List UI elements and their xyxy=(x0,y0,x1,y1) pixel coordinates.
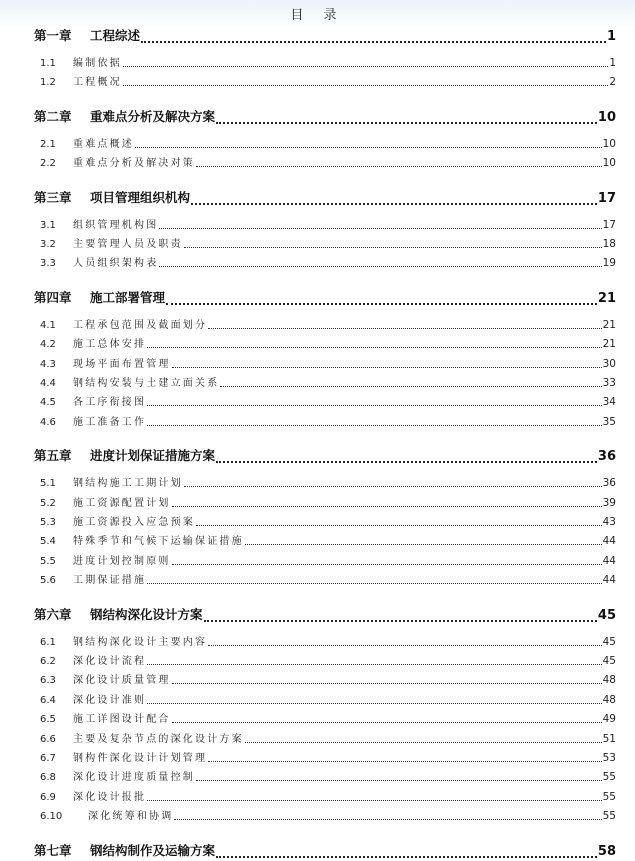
section-title: 深化设计质量管理 xyxy=(73,675,171,687)
page-number: 45 xyxy=(597,607,616,623)
section-title: 钢构件深化设计计划管理 xyxy=(73,753,208,764)
page-number: 18 xyxy=(602,238,616,250)
dot-leader xyxy=(147,347,601,348)
section-title: 现场平面布置管理 xyxy=(73,358,171,370)
toc-chapter-entry[interactable] xyxy=(34,841,616,861)
dot-leader xyxy=(172,367,602,368)
page-number: 39 xyxy=(602,496,616,509)
chapter-title: 钢结构深化设计方案 xyxy=(90,606,203,622)
dot-leader xyxy=(208,328,601,329)
section-title: 工程概况 xyxy=(73,77,122,89)
page-number: 34 xyxy=(602,396,616,409)
page-number: 30 xyxy=(602,357,616,370)
dot-leader xyxy=(216,856,597,858)
section-number: 5.4 xyxy=(40,536,56,548)
page-number: 17 xyxy=(602,218,616,231)
dot-leader xyxy=(208,645,601,646)
section-number: 4.4 xyxy=(40,378,56,389)
toc-section-entry[interactable] xyxy=(40,393,616,409)
chapter-title: 钢结构制作及运输方案 xyxy=(90,842,216,858)
section-number: 6.9 xyxy=(40,791,56,803)
toc-section-entry[interactable] xyxy=(40,54,616,70)
toc-section-entry[interactable] xyxy=(40,730,616,746)
page-number: 55 xyxy=(602,790,616,803)
page-number: 44 xyxy=(602,554,616,567)
dot-leader xyxy=(220,386,601,387)
toc-section-entry[interactable] xyxy=(40,154,616,170)
section-title: 钢结构施工工期计划 xyxy=(73,478,183,490)
section-title: 特殊季节和气候下运输保证措施 xyxy=(73,536,244,548)
section-number: 3.2 xyxy=(40,239,56,250)
page-number: 36 xyxy=(597,449,616,465)
dot-leader xyxy=(123,85,609,86)
section-number: 4.5 xyxy=(40,397,56,409)
toc-section-entry[interactable] xyxy=(40,355,616,371)
page-number: 10 xyxy=(602,137,616,150)
section-title: 施工总体安排 xyxy=(73,339,147,351)
section-number: 6.3 xyxy=(40,675,56,687)
toc-section-entry[interactable] xyxy=(40,552,616,568)
toc-section-entry[interactable] xyxy=(40,316,616,332)
section-number: 4.6 xyxy=(40,416,56,428)
dot-leader xyxy=(172,722,602,723)
page-number: 1 xyxy=(609,57,616,69)
dot-leader xyxy=(204,620,597,622)
section-number: 5.3 xyxy=(40,517,56,528)
dot-leader xyxy=(166,303,597,305)
dot-leader xyxy=(123,66,609,67)
toc-section-entry[interactable] xyxy=(40,474,616,490)
toc-section-entry[interactable] xyxy=(40,513,616,529)
chapter-title: 施工部署管理 xyxy=(90,289,166,305)
chapter-title: 进度计划保证措施方案 xyxy=(90,448,216,464)
toc-section-entry[interactable] xyxy=(40,374,616,390)
section-title: 施工资源投入应急预案 xyxy=(73,517,195,528)
page-number: 36 xyxy=(602,477,616,490)
page-number: 17 xyxy=(597,190,616,206)
section-number: 3.1 xyxy=(40,219,56,231)
toc-section-entry[interactable] xyxy=(40,413,616,429)
page-number: 55 xyxy=(602,771,616,784)
chapter-number: 第四章 xyxy=(34,289,72,305)
toc-chapter-entry[interactable] xyxy=(34,446,616,466)
toc-section-entry[interactable] xyxy=(40,254,616,270)
toc-section-entry[interactable] xyxy=(40,73,616,89)
section-number: 5.6 xyxy=(40,575,56,587)
chapter-title: 项目管理组织机构 xyxy=(90,189,191,205)
section-number: 1.2 xyxy=(40,77,56,89)
toc-chapter-entry[interactable] xyxy=(34,288,616,308)
page-number: 48 xyxy=(602,674,616,687)
section-title: 重难点概述 xyxy=(73,138,134,150)
toc-section-entry[interactable] xyxy=(40,135,616,151)
section-title: 重难点分析及解决对策 xyxy=(73,158,195,170)
section-title: 施工详图设计配合 xyxy=(73,714,171,726)
dot-leader xyxy=(147,583,601,584)
section-title: 深化设计准则 xyxy=(73,694,147,706)
section-title: 主要及复杂节点的深化设计方案 xyxy=(73,733,244,745)
toc-section-entry[interactable] xyxy=(40,807,616,823)
chapter-number: 第六章 xyxy=(34,606,72,622)
dot-leader xyxy=(216,461,597,463)
toc-section-entry[interactable] xyxy=(40,788,616,804)
section-number: 6.1 xyxy=(40,636,56,648)
section-title: 主要管理人员及职责 xyxy=(73,239,183,250)
toc-title: 目 录 xyxy=(290,8,345,23)
dot-leader xyxy=(184,486,602,487)
section-title: 组织管理机构图 xyxy=(73,219,159,231)
section-number: 5.1 xyxy=(40,478,56,490)
dot-leader xyxy=(147,800,601,801)
chapter-number: 第三章 xyxy=(34,189,72,205)
toc-section-entry[interactable] xyxy=(40,671,616,687)
section-number: 4.1 xyxy=(40,319,56,331)
section-title: 钢结构深化设计主要内容 xyxy=(73,636,208,648)
section-title: 钢结构安装与土建立面关系 xyxy=(73,378,220,389)
toc-section-entry[interactable] xyxy=(40,768,616,784)
page-number: 10 xyxy=(602,157,616,170)
toc-section-entry[interactable] xyxy=(40,494,616,510)
page-number: 1 xyxy=(606,29,616,44)
dot-leader xyxy=(196,780,602,781)
section-number: 2.1 xyxy=(40,138,56,150)
section-title: 深化设计流程 xyxy=(73,656,147,667)
toc-section-entry[interactable] xyxy=(40,335,616,351)
section-number: 6.4 xyxy=(40,694,56,706)
toc-chapter-entry[interactable] xyxy=(34,26,616,46)
page-number: 19 xyxy=(602,257,616,270)
page-number: 55 xyxy=(602,810,616,823)
dot-leader xyxy=(191,203,597,205)
page-number: 58 xyxy=(597,843,616,859)
dot-leader xyxy=(159,228,601,229)
chapter-number: 第七章 xyxy=(34,842,72,858)
dot-leader xyxy=(141,41,606,43)
section-title: 深化统筹和协调 xyxy=(88,811,174,823)
dot-leader xyxy=(147,703,601,704)
section-title: 施工准备工作 xyxy=(73,416,147,428)
section-number: 6.6 xyxy=(40,733,56,745)
dot-leader xyxy=(172,683,602,684)
section-number: 4.2 xyxy=(40,339,56,351)
chapter-title: 重难点分析及解决方案 xyxy=(90,108,216,124)
toc-section-entry[interactable] xyxy=(40,235,616,251)
dot-leader xyxy=(196,166,602,167)
toc-section-entry[interactable] xyxy=(40,571,616,587)
section-number: 5.5 xyxy=(40,555,56,567)
section-number: 1.1 xyxy=(40,58,56,69)
page-number: 10 xyxy=(597,109,616,125)
section-title: 工程承包范围及截面划分 xyxy=(73,319,208,331)
page-number: 21 xyxy=(602,338,616,351)
toc-chapter-entry[interactable] xyxy=(34,188,616,208)
page-number: 51 xyxy=(602,732,616,745)
page-number: 44 xyxy=(602,535,616,548)
dot-leader xyxy=(196,525,602,526)
section-number: 3.3 xyxy=(40,258,56,270)
dot-leader xyxy=(184,247,602,248)
dot-leader xyxy=(216,122,597,124)
section-number: 5.2 xyxy=(40,497,56,509)
section-title: 深化设计进度质量控制 xyxy=(73,772,195,784)
page-number: 45 xyxy=(602,635,616,648)
dot-leader xyxy=(147,425,601,426)
section-title: 各工序衔接图 xyxy=(73,397,147,409)
chapter-number: 第五章 xyxy=(34,448,72,464)
page-number: 33 xyxy=(602,377,616,389)
dot-leader xyxy=(172,564,602,565)
toc-section-entry[interactable] xyxy=(40,710,616,726)
toc-section-entry[interactable] xyxy=(40,633,616,649)
chapter-title: 工程综述 xyxy=(90,28,141,43)
section-number: 2.2 xyxy=(40,158,56,170)
section-number: 6.8 xyxy=(40,772,56,784)
section-title: 施工资源配置计划 xyxy=(73,497,171,509)
page-number: 2 xyxy=(609,76,616,89)
page-number: 35 xyxy=(602,415,616,428)
dot-leader xyxy=(147,664,601,665)
section-number: 6.7 xyxy=(40,753,56,764)
page-number: 21 xyxy=(602,318,616,331)
toc-section-entry[interactable] xyxy=(40,532,616,548)
dot-leader xyxy=(245,544,602,545)
section-number: 6.10 xyxy=(40,811,63,823)
page-number: 45 xyxy=(602,655,616,667)
section-number: 6.5 xyxy=(40,714,56,726)
dot-leader xyxy=(147,405,601,406)
toc-section-entry[interactable] xyxy=(40,652,616,668)
dot-leader xyxy=(159,266,601,267)
chapter-number: 第二章 xyxy=(34,108,72,124)
dot-leader xyxy=(245,742,602,743)
page-number: 43 xyxy=(602,516,616,528)
section-title: 编制依据 xyxy=(73,58,122,69)
section-title: 深化设计报批 xyxy=(73,791,147,803)
dot-leader xyxy=(172,506,602,507)
chapter-number: 第一章 xyxy=(34,28,72,43)
toc-chapter-entry[interactable] xyxy=(34,107,616,127)
toc-chapter-entry[interactable] xyxy=(34,605,616,625)
page-number: 48 xyxy=(602,693,616,706)
page-number: 21 xyxy=(597,290,616,306)
dot-leader xyxy=(174,819,601,820)
section-title: 人员组织架构表 xyxy=(73,258,159,270)
section-title: 进度计划控制原则 xyxy=(73,555,171,567)
toc-section-entry[interactable] xyxy=(40,691,616,707)
section-number: 4.3 xyxy=(40,358,56,370)
page-number: 49 xyxy=(602,713,616,726)
page-number: 53 xyxy=(602,752,616,764)
section-number: 6.2 xyxy=(40,656,56,667)
toc-section-entry[interactable] xyxy=(40,749,616,765)
page-number: 44 xyxy=(602,574,616,587)
dot-leader xyxy=(208,761,601,762)
section-title: 工期保证措施 xyxy=(73,575,147,587)
dot-leader xyxy=(135,147,602,148)
toc-section-entry[interactable] xyxy=(40,216,616,232)
